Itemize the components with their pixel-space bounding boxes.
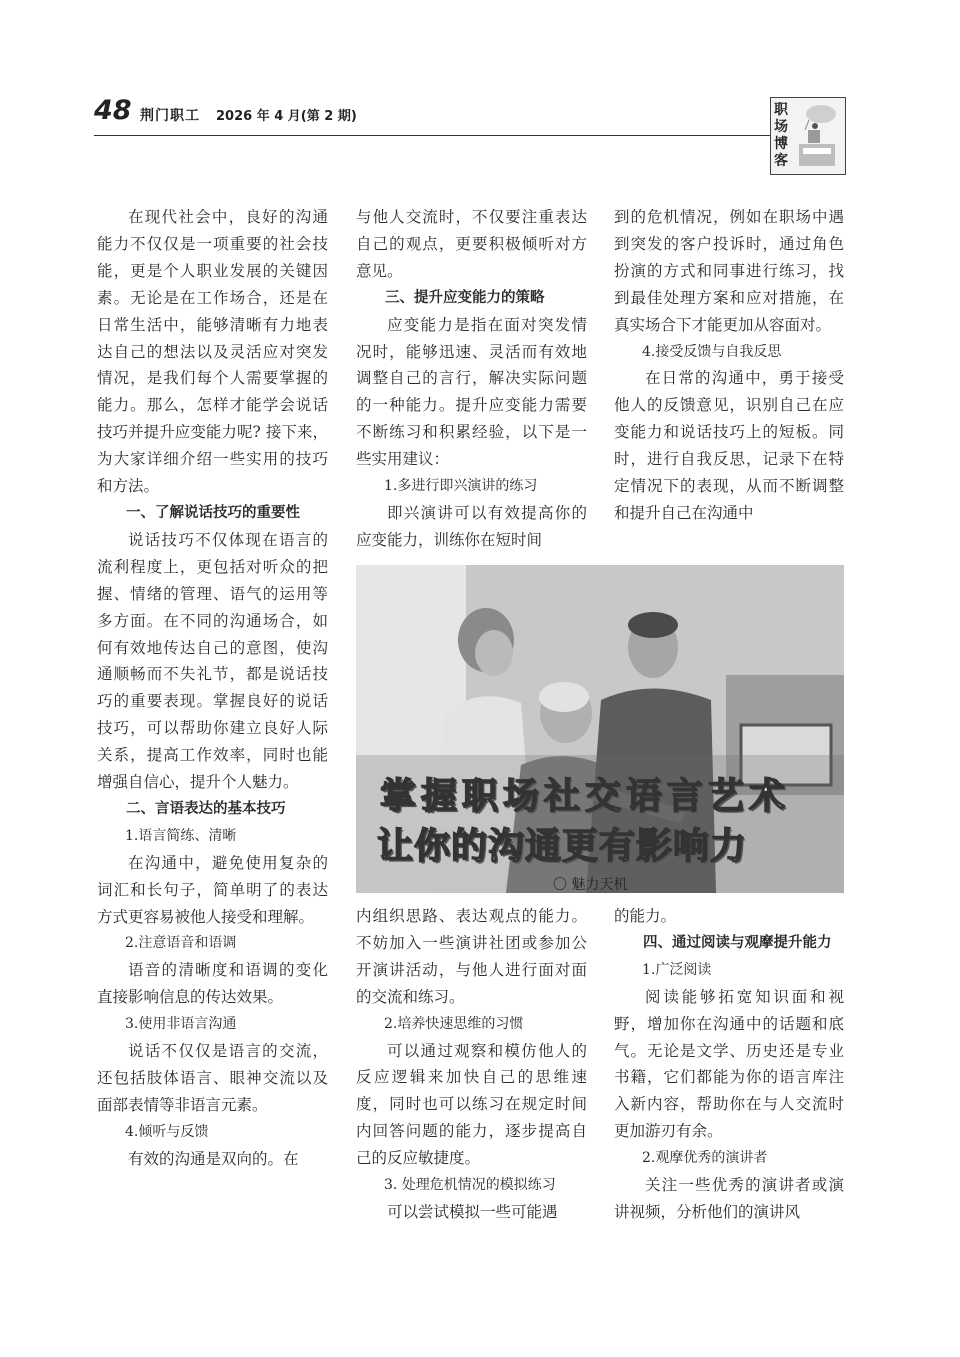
paragraph: 即兴演讲可以有效提高你的应变能力，训练你在短时间: [356, 503, 587, 549]
paragraph: 应变能力是指在面对突发情况时，能够迅速、灵活而有效地调整自己的言行，解决实际问题的一种能力。提升应变能力需要不断练习和积累经验，以下是一些实用建议：: [356, 315, 587, 469]
subheading: 1.多进行即兴演讲的练习: [384, 478, 538, 495]
paragraph: 说话不仅仅是语言的交流，还包括肢体语言、眼神交流以及面部表情等非语言元素。: [97, 1042, 328, 1114]
intro-paragraph: 在现代社会中，良好的沟通能力不仅仅是一项重要的社会技能，更是个人职业发展的关键因素。无论是在工作场合，还是在日常生活中，能够清晰有力地表达自己的想法以及灵活应对突发情况，是我们每个人需要掌握的能力。那么，怎样才能学会说话技巧并提升应变能力呢? 接下来，为大家详细介绍一些实用的技巧和方法。: [97, 208, 328, 496]
paragraph: 关注一些优秀的演讲者或演讲视频，分析他们的演讲风: [614, 1176, 844, 1221]
subheading: 2.注意语音和语调: [125, 935, 237, 952]
paragraph-continued: 与他人交流时，不仅要注重表达自己的观点，更要积极倾听对方意见。: [356, 208, 587, 280]
magazine-name: 荆门职工: [140, 108, 200, 124]
paragraph-continued: 到的危机情况，例如在职场中遇到突发的客户投诉时，通过角色扮演的方式和同事进行练习，找到最佳处理方案和应对措施，在真实场合下才能更加从容面对。: [614, 208, 844, 334]
article-title-line2: 让你的沟通更有影响力: [377, 826, 748, 867]
page-number: 48: [94, 95, 132, 126]
subheading: 3.使用非语言沟通: [125, 1016, 237, 1033]
paragraph: 有效的沟通是双向的。在: [128, 1149, 299, 1168]
column-3-bottom: [614, 903, 844, 1226]
paragraph: 在日常的沟通中，勇于接受他人的反馈意见，识别自己在应变能力和说话技巧上的短板。同时，进行自我反思，记录下在特定情况下的表现，从而不断调整和提升自己在沟通中: [614, 369, 844, 522]
column-tag-box: [770, 97, 846, 175]
issue-date: 2026 年 4 月(第 2 期): [216, 109, 357, 124]
page-header: [94, 95, 770, 131]
office-worker-illustration: [791, 100, 841, 170]
paragraph: 可以尝试模拟一些可能遇: [387, 1202, 558, 1221]
article-title-line1: 掌握职场社交语言艺术: [380, 776, 791, 817]
article-author: 〇 魅力天机: [553, 877, 628, 893]
paragraph-continued: 的能力。: [614, 907, 677, 925]
subheading: 1.广泛阅读: [642, 961, 712, 978]
column-2-bottom: [356, 903, 587, 1226]
subheading: 2.培养快速思维的习惯: [384, 1015, 524, 1032]
paragraph: 在沟通中，避免使用复杂的词汇和长句子，简单明了的表达方式更容易被他人接受和理解。: [97, 853, 328, 926]
paragraph: 可以通过观察和模仿他人的反应逻辑来加快自己的思维速度，同时也可以练习在规定时间内回答问题的能力，逐步提高自己的反应敏捷度。: [356, 1041, 587, 1168]
column-tag-label: 职场博客: [774, 102, 788, 169]
subheading: 1.语言简练、清晰: [125, 827, 237, 844]
header-rule: [94, 135, 770, 136]
section-heading-4: 四、通过阅读与观摩提升能力: [643, 934, 832, 951]
subheading: 4.接受反馈与自我反思: [642, 343, 782, 360]
paragraph: 语音的清晰度和语调的变化直接影响信息的传达效果。: [97, 961, 328, 1007]
paragraph: 说话技巧不仅体现在语言的流利程度上，更包括对听众的把握、情绪的管理、语气的运用等多方面。在不同的沟通场合，如何有效地传达自己的意图，使沟通顺畅而不失礼节，都是说话技巧的重要表现。掌握良好的说话技巧，可以帮助你建立良好人际关系，提高工作效率，同时也能增强自信心，提升个人魅力。: [97, 530, 328, 792]
paragraph-continued: 内组织思路、表达观点的能力。不妨加入一些演讲社团或参加公开演讲活动，与他人进行面对面的交流和练习。: [356, 907, 587, 1006]
paragraph: 阅读能够拓宽知识面和视野，增加你在沟通中的话题和底气。无论是文学、历史还是专业书籍，它们都能为你的语言库注入新内容，帮助你在与人交流时更加游刃有余。: [614, 987, 844, 1141]
subheading: 2.观摩优秀的演讲者: [642, 1150, 768, 1167]
subheading: 4.倾听与反馈: [125, 1123, 209, 1140]
section-heading-1: 一、了解说话技巧的重要性: [126, 504, 300, 521]
column-3-top: [614, 204, 844, 527]
column-1: [97, 204, 328, 1173]
subheading: 3. 处理危机情况的模拟练习: [384, 1177, 556, 1194]
section-heading-2: 二、言语表达的基本技巧: [126, 800, 286, 817]
column-2-top: [356, 204, 587, 554]
section-heading-3: 三、提升应变能力的策略: [385, 289, 545, 306]
